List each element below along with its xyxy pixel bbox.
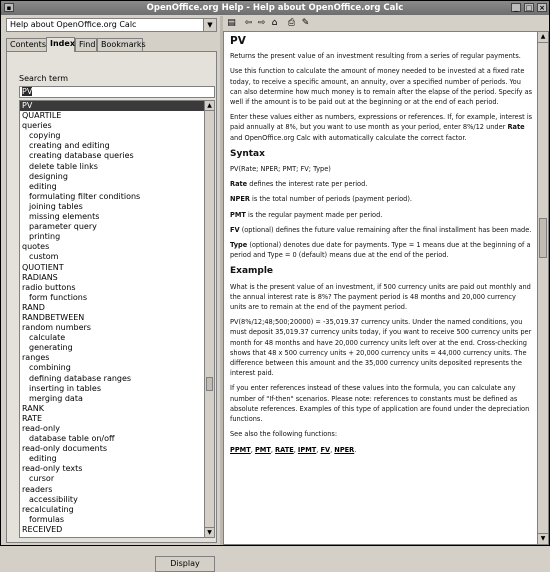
bookmark-icon[interactable]: ✎ xyxy=(301,18,310,28)
index-entry[interactable]: queries xyxy=(22,121,52,131)
index-entry[interactable]: PV xyxy=(20,101,214,111)
param-name: FV xyxy=(230,225,240,234)
param-desc: is the regular payment made per period. xyxy=(245,210,383,219)
content-scrollbar[interactable] xyxy=(537,32,548,544)
sidebar-toggle-icon[interactable]: ▤ xyxy=(227,18,236,28)
index-entry[interactable]: merging data xyxy=(29,393,83,403)
link-ipmt[interactable]: IPMT xyxy=(297,445,317,454)
index-entry[interactable]: defining database ranges xyxy=(29,373,132,383)
close-icon[interactable]: × xyxy=(537,3,547,12)
index-entry[interactable]: missing elements xyxy=(29,212,100,222)
scroll-down-icon[interactable]: ▼ xyxy=(205,527,214,537)
index-entry[interactable]: database table on/off xyxy=(29,434,115,444)
param-fv xyxy=(230,225,534,235)
link-ppmt[interactable]: PPMT xyxy=(230,445,251,454)
example-heading: Example xyxy=(230,266,274,277)
home-icon[interactable]: ⌂ xyxy=(271,18,278,28)
index-entry[interactable]: accessibility xyxy=(29,494,78,504)
content-pane xyxy=(223,16,549,545)
search-term-value: PV xyxy=(22,87,33,96)
index-entry[interactable]: RANK xyxy=(22,403,44,413)
index-list[interactable] xyxy=(19,100,215,538)
tab-contents[interactable] xyxy=(6,38,47,51)
link-pmt[interactable]: PMT xyxy=(254,445,271,454)
tab-find[interactable] xyxy=(75,38,97,51)
back-icon[interactable]: ⇦ xyxy=(244,18,253,28)
index-entry[interactable]: form functions xyxy=(29,292,88,302)
index-entry[interactable]: formulas xyxy=(29,514,65,524)
index-entry[interactable]: designing xyxy=(29,171,68,181)
index-entry[interactable]: combining xyxy=(29,363,71,373)
index-entry[interactable]: creating database queries xyxy=(29,151,134,161)
tab-bookmarks[interactable] xyxy=(97,38,146,51)
index-entry[interactable]: readers xyxy=(22,484,53,494)
index-entry[interactable]: parameter query xyxy=(29,222,97,232)
scroll-thumb[interactable] xyxy=(206,377,213,391)
scroll-down-icon[interactable]: ▼ xyxy=(538,533,548,544)
param-desc: defines the interest rate per period. xyxy=(247,180,368,189)
tab-label: Contents xyxy=(10,40,46,49)
index-entry[interactable]: RADIANS xyxy=(22,272,58,282)
maximize-icon[interactable]: □ xyxy=(525,4,533,12)
help-content xyxy=(223,31,549,545)
link-fv[interactable]: FV xyxy=(320,445,331,454)
index-entry[interactable]: recalculating xyxy=(22,504,74,514)
syntax-line: PV(Rate; NPER; PMT; FV; Type) xyxy=(230,165,331,174)
index-panel xyxy=(6,51,217,568)
paragraph: Use this function to calculate the amount of money needed to be invested at a fixed rate today, to receive a specific amount, an annuity, over a specified number of periods. You can also determine how much money is to remain after the elapse of the period. Specify as well if the amount is to be paid out at the beginning or at the end of each period. xyxy=(230,67,533,107)
link-rate[interactable]: RATE xyxy=(275,445,294,454)
index-entry[interactable]: RANDBETWEEN xyxy=(22,312,85,322)
chevron-down-icon[interactable]: ▼ xyxy=(203,19,216,31)
module-selector-value: Help about OpenOffice.org Calc xyxy=(10,20,137,29)
display-button[interactable]: Display xyxy=(155,556,215,572)
text: and OpenOffice.org Calc with automatically calculate the correct factor. xyxy=(230,133,467,142)
index-entry[interactable]: custom xyxy=(29,252,59,262)
paragraph: Returns the present value of an investment resulting from a series of regular payments. xyxy=(230,52,521,61)
param-type xyxy=(230,240,534,260)
text: Rate xyxy=(507,123,525,132)
index-entry[interactable]: QUOTIENT xyxy=(22,262,64,272)
param-desc: (optional) denotes due date for payments. Type = 1 means due at the beginning of a period and Type = 0 (default) means due at the end of the period. xyxy=(230,241,531,260)
scroll-up-icon[interactable]: ▲ xyxy=(538,32,548,43)
index-list-scrollbar[interactable] xyxy=(204,101,214,537)
param-desc: (optional) defines the future value remaining after the final installment has been made. xyxy=(239,225,532,234)
index-entry[interactable]: printing xyxy=(29,232,61,242)
index-entry[interactable]: creating and editing xyxy=(29,141,110,151)
param-name: Rate xyxy=(230,180,248,189)
index-entry[interactable]: read-only xyxy=(22,424,60,433)
search-term-label: Search term xyxy=(19,74,69,83)
index-entry[interactable]: read-only documents xyxy=(22,444,108,454)
index-entry[interactable]: ranges xyxy=(22,353,50,363)
help-toolbar xyxy=(223,16,549,31)
index-entry[interactable]: inserting in tables xyxy=(29,383,101,393)
param-name: PMT xyxy=(230,210,246,219)
see-also: See also the following functions: xyxy=(230,430,338,439)
index-entry[interactable]: formulating filter conditions xyxy=(29,191,141,201)
window-menu-icon[interactable]: ▪ xyxy=(4,3,14,12)
param-desc: is the total number of periods (payment period). xyxy=(249,195,413,204)
index-entry[interactable]: RAND xyxy=(22,302,45,312)
scroll-up-icon[interactable]: ▲ xyxy=(205,101,214,111)
index-entry[interactable]: editing xyxy=(29,181,57,191)
param-name: Type xyxy=(230,241,248,250)
forward-icon[interactable]: ⇨ xyxy=(257,18,266,28)
index-entry[interactable]: copying xyxy=(29,131,61,141)
help-document xyxy=(230,34,534,460)
title-bar[interactable] xyxy=(1,1,549,15)
index-entry[interactable]: QUARTILE xyxy=(22,111,62,121)
text: Enter these values either as numbers, expressions or references. If, for example, interest is paid annually at 8%, but you want to use month as your period, enter 8%/12 under xyxy=(230,113,533,132)
see-also-links: PPMT, PMT, RATE, IPMT, FV, NPER. xyxy=(230,445,357,454)
index-entry[interactable]: random numbers xyxy=(22,323,91,333)
navigation-pane xyxy=(3,16,219,568)
param-pmt xyxy=(230,210,534,220)
paragraph: PV(8%/12;48;500;20000) = -35,019.37 currency units. Under the named conditions, you must deposit 35,019.37 currency units today, if you want to receive 500 currency units per month for 48 months and have 20,000 currency units left over at the end. Cross-checking shows that 48 x 500 currency units + 20,000 currency units = 44,000 currency units. The difference between this amount and the 35,000 currency units deposited represents the interest paid. xyxy=(230,318,532,378)
index-entry[interactable]: quotes xyxy=(22,242,50,252)
index-entry[interactable]: editing xyxy=(29,454,57,464)
tab-label: Find xyxy=(79,40,96,49)
paragraph xyxy=(230,112,534,143)
index-entry[interactable]: RECEIVED xyxy=(22,524,63,534)
tab-label: Bookmarks xyxy=(101,40,146,49)
index-entry[interactable]: radio buttons xyxy=(22,282,76,292)
param-rate xyxy=(230,179,534,189)
index-entry[interactable]: generating xyxy=(29,343,73,353)
paragraph: What is the present value of an investment, if 500 currency units are paid out monthly and the annual interest rate is 8%? The payment period is 48 months and 20,000 currency units are to remain at the end of the payment period. xyxy=(230,282,531,312)
module-selector[interactable] xyxy=(6,18,217,32)
index-entry[interactable]: delete table links xyxy=(29,161,98,171)
index-entry[interactable]: RATE xyxy=(22,413,43,423)
minimize-icon[interactable]: _ xyxy=(511,3,521,12)
search-term-input[interactable] xyxy=(19,86,215,98)
tab-label: Index xyxy=(50,39,75,48)
scroll-thumb[interactable] xyxy=(539,218,547,258)
page-title: PV xyxy=(230,35,246,47)
index-entry[interactable]: read-only texts xyxy=(22,464,83,474)
paragraph: If you enter references instead of these values into the formula, you can calculate any number of "If-then" scenarios. Please note: references to constants must be defined as absolute references. Examples of this type of application are found under the depreciation functions. xyxy=(230,384,530,424)
param-name: NPER xyxy=(230,195,250,204)
syntax-heading: Syntax xyxy=(230,148,265,159)
param-nper xyxy=(230,194,534,204)
window-title: OpenOffice.org Help - Help about OpenOffice.org Calc xyxy=(146,3,404,13)
index-entry[interactable]: joining tables xyxy=(29,201,83,211)
index-entry[interactable]: calculate xyxy=(29,333,66,343)
index-entry[interactable]: cursor xyxy=(29,474,55,484)
tab-index[interactable] xyxy=(46,37,75,52)
link-nper[interactable]: NPER xyxy=(334,445,355,454)
print-icon[interactable]: ⎙ xyxy=(287,18,296,28)
